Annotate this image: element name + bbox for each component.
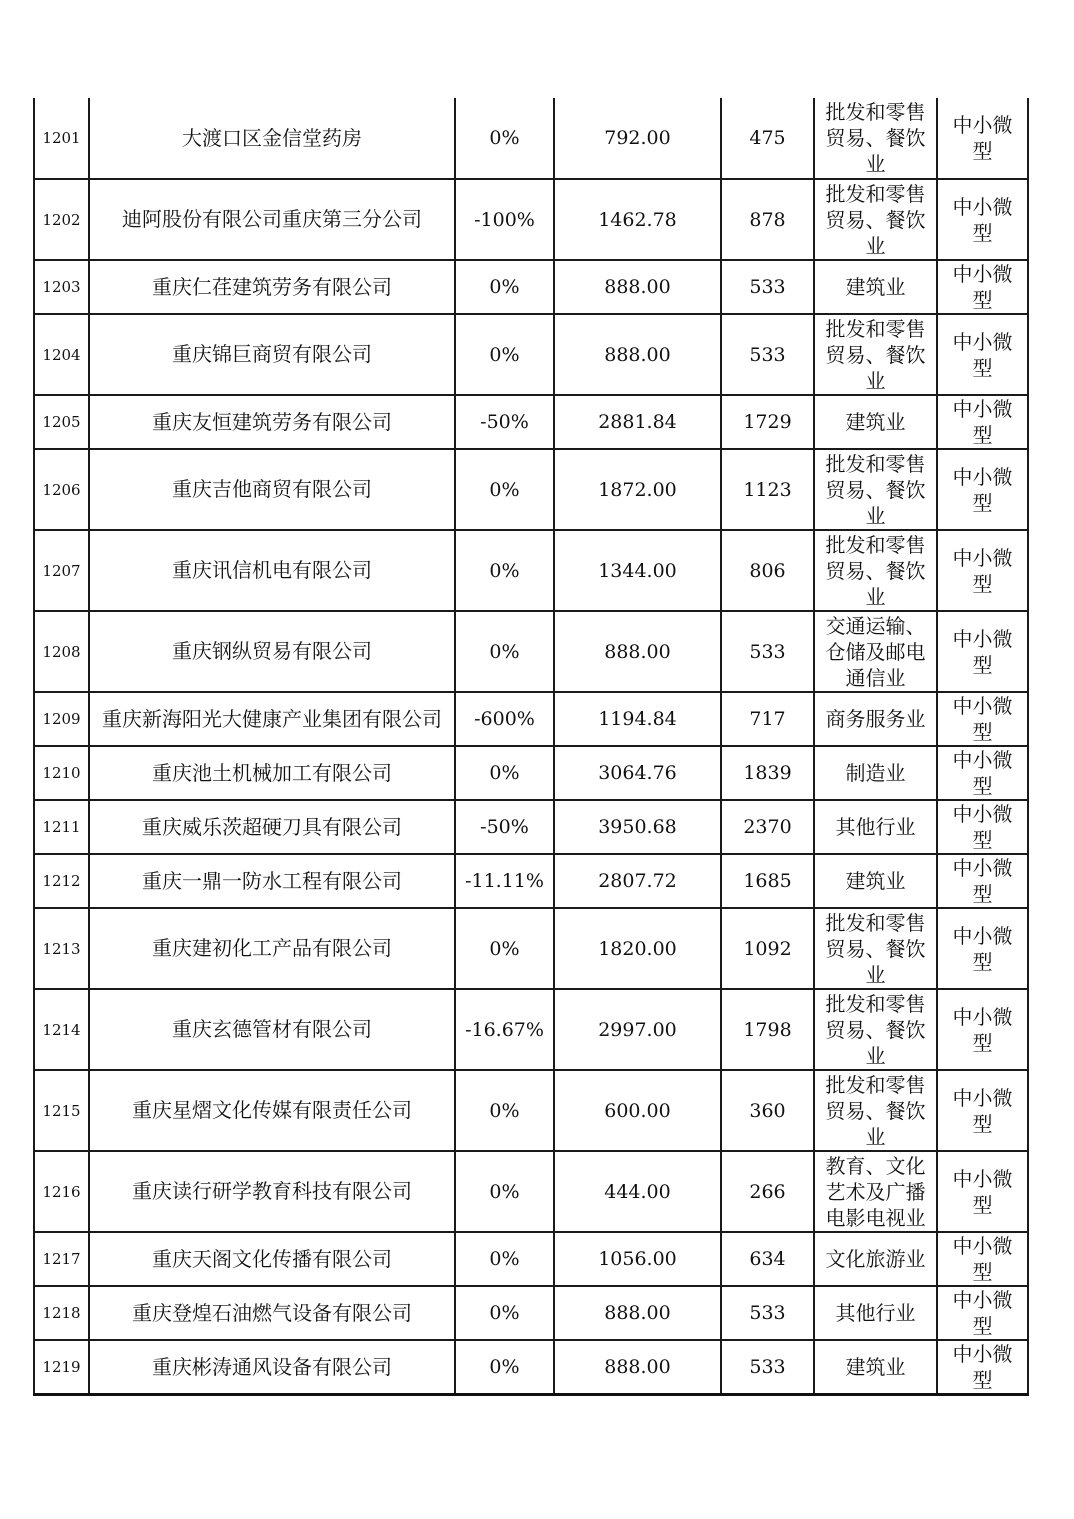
industry-cell: 批发和零售贸易、餐饮业: [814, 530, 937, 611]
change-rate-cell: -11.11%: [455, 854, 554, 908]
table-row: [34, 746, 1028, 800]
row-number-cell: 1217: [34, 1232, 89, 1286]
enterprise-size-cell: 中小微型: [937, 314, 1028, 395]
industry-cell: 批发和零售贸易、餐饮业: [814, 1070, 937, 1151]
table-row: [34, 449, 1028, 530]
industry-cell: 建筑业: [814, 854, 937, 908]
industry-cell: 建筑业: [814, 1340, 937, 1395]
company-name-cell: 重庆玄德管材有限公司: [89, 989, 455, 1070]
row-number-cell: 1206: [34, 449, 89, 530]
industry-cell: 批发和零售贸易、餐饮业: [814, 314, 937, 395]
table-row: [34, 611, 1028, 692]
change-rate-cell: 0%: [455, 1340, 554, 1395]
table-row: [34, 314, 1028, 395]
industry-cell: 建筑业: [814, 395, 937, 449]
company-name-cell: 重庆池土机械加工有限公司: [89, 746, 455, 800]
change-rate-cell: -600%: [455, 692, 554, 746]
industry-cell: 教育、文化艺术及广播电影电视业: [814, 1151, 937, 1232]
enterprise-size-cell: 中小微型: [937, 179, 1028, 260]
row-number-cell: 1214: [34, 989, 89, 1070]
enterprise-size-cell: 中小微型: [937, 989, 1028, 1070]
enterprise-size-cell: 中小微型: [937, 908, 1028, 989]
count-cell: 533: [721, 1340, 814, 1395]
company-name-cell: 重庆天阁文化传播有限公司: [89, 1232, 455, 1286]
enterprise-size-cell: 中小微型: [937, 1286, 1028, 1340]
amount-cell: 600.00: [554, 1070, 721, 1151]
company-name-cell: 重庆一鼎一防水工程有限公司: [89, 854, 455, 908]
amount-cell: 1462.78: [554, 179, 721, 260]
amount-cell: 1056.00: [554, 1232, 721, 1286]
change-rate-cell: -100%: [455, 179, 554, 260]
table-row: [34, 1340, 1028, 1395]
industry-cell: 建筑业: [814, 260, 937, 314]
count-cell: 2370: [721, 800, 814, 854]
table-row: [34, 98, 1028, 179]
amount-cell: 2997.00: [554, 989, 721, 1070]
row-number-cell: 1202: [34, 179, 89, 260]
industry-cell: 批发和零售贸易、餐饮业: [814, 989, 937, 1070]
table-row: [34, 530, 1028, 611]
enterprise-size-cell: 中小微型: [937, 98, 1028, 179]
row-number-cell: 1201: [34, 98, 89, 179]
count-cell: 533: [721, 611, 814, 692]
row-number-cell: 1207: [34, 530, 89, 611]
table-row: [34, 854, 1028, 908]
table-row: [34, 692, 1028, 746]
table-row: [34, 1151, 1028, 1232]
company-name-cell: 重庆星熠文化传媒有限责任公司: [89, 1070, 455, 1151]
change-rate-cell: 0%: [455, 530, 554, 611]
count-cell: 533: [721, 260, 814, 314]
company-name-cell: 重庆建初化工产品有限公司: [89, 908, 455, 989]
enterprise-size-cell: 中小微型: [937, 692, 1028, 746]
table-row: [34, 179, 1028, 260]
enterprise-size-cell: 中小微型: [937, 395, 1028, 449]
row-number-cell: 1209: [34, 692, 89, 746]
count-cell: 1685: [721, 854, 814, 908]
table-row: [34, 1232, 1028, 1286]
amount-cell: 1872.00: [554, 449, 721, 530]
company-name-cell: 重庆锦巨商贸有限公司: [89, 314, 455, 395]
change-rate-cell: 0%: [455, 1232, 554, 1286]
count-cell: 1123: [721, 449, 814, 530]
count-cell: 1839: [721, 746, 814, 800]
company-name-cell: 重庆钢纵贸易有限公司: [89, 611, 455, 692]
enterprise-size-cell: 中小微型: [937, 854, 1028, 908]
enterprise-size-cell: 中小微型: [937, 746, 1028, 800]
change-rate-cell: 0%: [455, 611, 554, 692]
change-rate-cell: 0%: [455, 1286, 554, 1340]
count-cell: 1798: [721, 989, 814, 1070]
row-number-cell: 1208: [34, 611, 89, 692]
row-number-cell: 1204: [34, 314, 89, 395]
table-row: [34, 260, 1028, 314]
count-cell: 634: [721, 1232, 814, 1286]
change-rate-cell: 0%: [455, 260, 554, 314]
row-number-cell: 1203: [34, 260, 89, 314]
industry-cell: 文化旅游业: [814, 1232, 937, 1286]
count-cell: 717: [721, 692, 814, 746]
row-number-cell: 1212: [34, 854, 89, 908]
table-body: [34, 98, 1028, 1395]
count-cell: 533: [721, 1286, 814, 1340]
enterprise-size-cell: 中小微型: [937, 449, 1028, 530]
amount-cell: 2881.84: [554, 395, 721, 449]
enterprise-size-cell: 中小微型: [937, 800, 1028, 854]
company-name-cell: 重庆友恒建筑劳务有限公司: [89, 395, 455, 449]
change-rate-cell: 0%: [455, 1151, 554, 1232]
amount-cell: 888.00: [554, 1286, 721, 1340]
count-cell: 806: [721, 530, 814, 611]
table-row: [34, 800, 1028, 854]
table-row: [34, 1286, 1028, 1340]
row-number-cell: 1215: [34, 1070, 89, 1151]
company-name-cell: 重庆新海阳光大健康产业集团有限公司: [89, 692, 455, 746]
amount-cell: 3064.76: [554, 746, 721, 800]
change-rate-cell: 0%: [455, 1070, 554, 1151]
count-cell: 1729: [721, 395, 814, 449]
count-cell: 533: [721, 314, 814, 395]
row-number-cell: 1210: [34, 746, 89, 800]
enterprise-size-cell: 中小微型: [937, 1151, 1028, 1232]
row-number-cell: 1213: [34, 908, 89, 989]
industry-cell: 批发和零售贸易、餐饮业: [814, 449, 937, 530]
industry-cell: 批发和零售贸易、餐饮业: [814, 179, 937, 260]
row-number-cell: 1211: [34, 800, 89, 854]
change-rate-cell: -16.67%: [455, 989, 554, 1070]
company-name-cell: 重庆威乐茨超硬刀具有限公司: [89, 800, 455, 854]
industry-cell: 批发和零售贸易、餐饮业: [814, 908, 937, 989]
count-cell: 878: [721, 179, 814, 260]
enterprise-size-cell: 中小微型: [937, 530, 1028, 611]
row-number-cell: 1205: [34, 395, 89, 449]
enterprise-size-cell: 中小微型: [937, 1070, 1028, 1151]
count-cell: 266: [721, 1151, 814, 1232]
amount-cell: 2807.72: [554, 854, 721, 908]
amount-cell: 1820.00: [554, 908, 721, 989]
industry-cell: 交通运输、仓储及邮电通信业: [814, 611, 937, 692]
change-rate-cell: 0%: [455, 746, 554, 800]
table-row: [34, 395, 1028, 449]
amount-cell: 1344.00: [554, 530, 721, 611]
change-rate-cell: 0%: [455, 314, 554, 395]
industry-cell: 批发和零售贸易、餐饮业: [814, 98, 937, 179]
count-cell: 475: [721, 98, 814, 179]
industry-cell: 制造业: [814, 746, 937, 800]
amount-cell: 1194.84: [554, 692, 721, 746]
row-number-cell: 1218: [34, 1286, 89, 1340]
change-rate-cell: 0%: [455, 449, 554, 530]
amount-cell: 3950.68: [554, 800, 721, 854]
company-name-cell: 迪阿股份有限公司重庆第三分公司: [89, 179, 455, 260]
industry-cell: 其他行业: [814, 800, 937, 854]
table-row: [34, 908, 1028, 989]
enterprise-size-cell: 中小微型: [937, 1340, 1028, 1395]
change-rate-cell: 0%: [455, 98, 554, 179]
change-rate-cell: -50%: [455, 800, 554, 854]
company-name-cell: 重庆讯信机电有限公司: [89, 530, 455, 611]
count-cell: 1092: [721, 908, 814, 989]
company-name-cell: 重庆吉他商贸有限公司: [89, 449, 455, 530]
change-rate-cell: -50%: [455, 395, 554, 449]
table-row: [34, 1070, 1028, 1151]
enterprise-size-cell: 中小微型: [937, 260, 1028, 314]
company-name-cell: 大渡口区金信堂药房: [89, 98, 455, 179]
company-name-cell: 重庆彬涛通风设备有限公司: [89, 1340, 455, 1395]
amount-cell: 792.00: [554, 98, 721, 179]
enterprise-table: [33, 98, 1029, 1396]
amount-cell: 888.00: [554, 314, 721, 395]
row-number-cell: 1216: [34, 1151, 89, 1232]
industry-cell: 商务服务业: [814, 692, 937, 746]
enterprise-size-cell: 中小微型: [937, 1232, 1028, 1286]
row-number-cell: 1219: [34, 1340, 89, 1395]
change-rate-cell: 0%: [455, 908, 554, 989]
table-row: [34, 989, 1028, 1070]
amount-cell: 888.00: [554, 1340, 721, 1395]
amount-cell: 888.00: [554, 260, 721, 314]
count-cell: 360: [721, 1070, 814, 1151]
enterprise-size-cell: 中小微型: [937, 611, 1028, 692]
industry-cell: 其他行业: [814, 1286, 937, 1340]
amount-cell: 888.00: [554, 611, 721, 692]
amount-cell: 444.00: [554, 1151, 721, 1232]
company-name-cell: 重庆登煌石油燃气设备有限公司: [89, 1286, 455, 1340]
company-name-cell: 重庆仁荏建筑劳务有限公司: [89, 260, 455, 314]
company-name-cell: 重庆读行研学教育科技有限公司: [89, 1151, 455, 1232]
